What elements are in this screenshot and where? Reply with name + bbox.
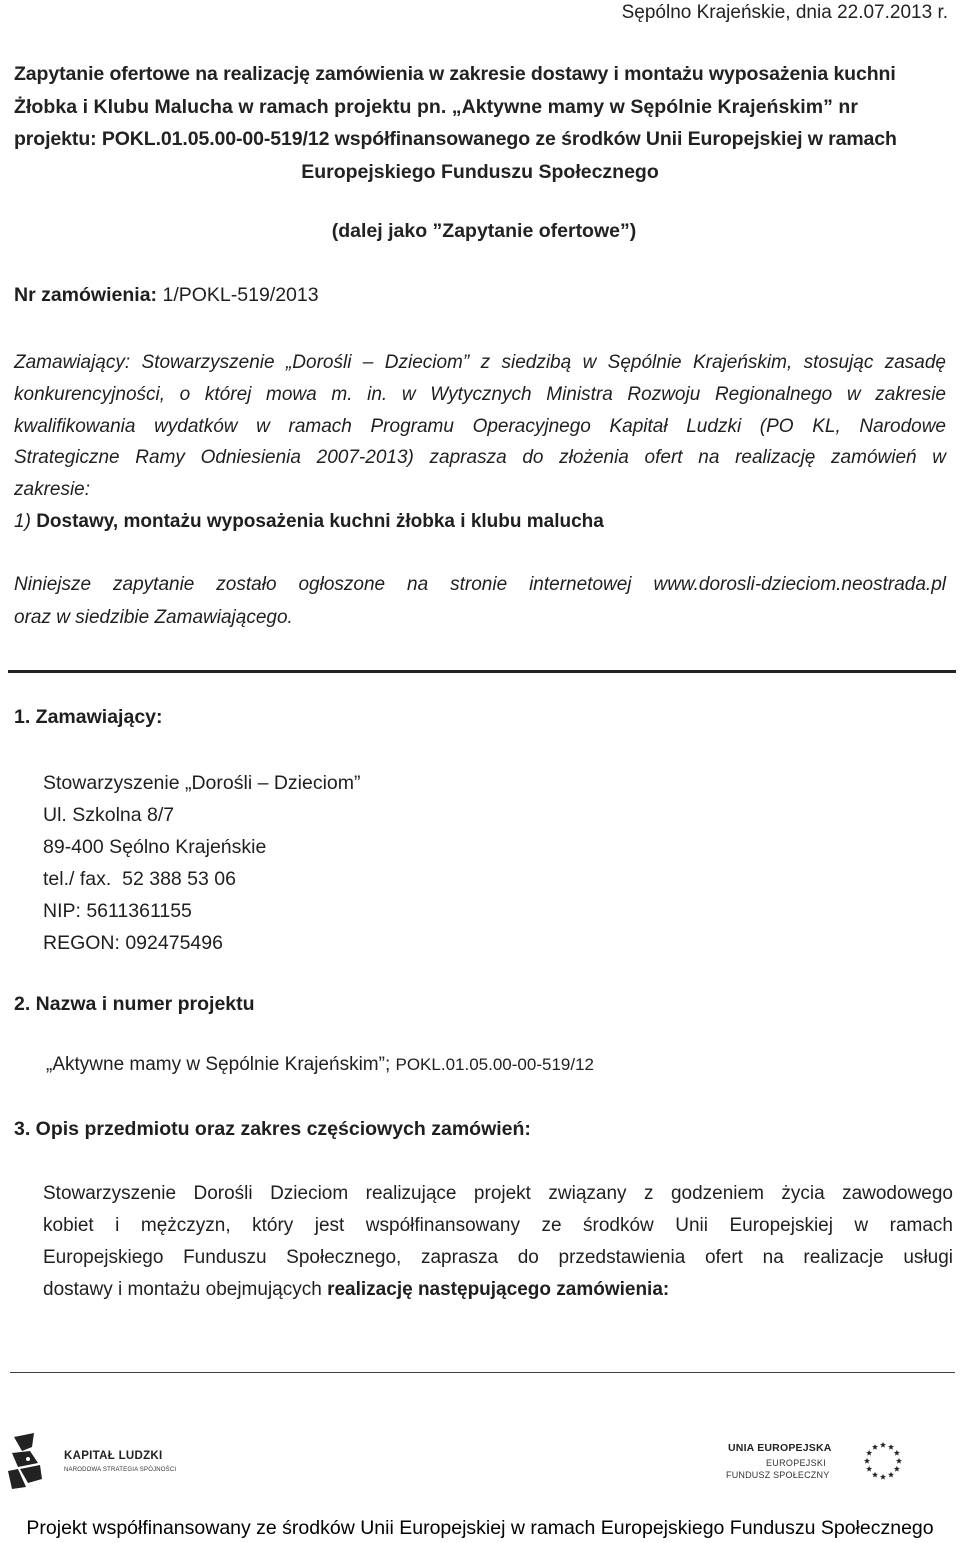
footer-divider: [10, 1372, 955, 1373]
intro-line-4: Strategiczne Ramy Odniesienia 2007-2013) zaprasza do złożenia ofert na realizację zamówień w: [14, 447, 946, 469]
intro-item-text: Dostawy, montażu wyposażenia kuchni żłobka i klubu malucha: [36, 510, 604, 532]
eu-star-icon: [896, 1458, 902, 1464]
notice-line-1: Niniejsze zapytanie zostało ogłoszone na stronie internetowej www.dorosli-dzieciom.neostrada.pl: [14, 574, 946, 595]
intro-line-5: zakresie:: [14, 479, 91, 501]
kapital-ludzki-logo: [8, 1433, 178, 1489]
eu-star-icon: [864, 1458, 870, 1464]
desc-line-2: kobiet i mężczyzn, który jest współfinansowany ze środków Unii Europejskiej w ramach: [43, 1215, 953, 1236]
eu-efs-logo: [726, 1438, 916, 1488]
title-line-2: Żłobka i Klubu Malucha w ramach projektu pn. „Aktywne mamy w Sępólnie Krajeńskim” nr: [14, 95, 858, 118]
desc-line-1: Stowarzyszenie Dorośli Dzieciom realizujące projekt związany z godzeniem życia zawodowego: [43, 1183, 953, 1204]
order-number: [14, 284, 319, 307]
desc-line-4: dostawy i montażu obejmujących realizację następującego zamówienia:: [43, 1279, 670, 1300]
eu-logo-line-2: EUROPEJSKI: [766, 1458, 827, 1468]
eu-logo-line-3: FUNDUSZ SPOŁECZNY: [726, 1470, 830, 1480]
title-alias: (dalej jako ”Zapytanie ofertowe”): [331, 220, 637, 242]
section-3-heading: 3. Opis przedmiotu oraz zakres częściowych zamówień:: [14, 1118, 531, 1140]
eu-star-icon: [866, 1466, 872, 1472]
eu-star-icon: [872, 1444, 878, 1450]
address-line: REGON: 092475496: [43, 932, 223, 954]
section-1-heading: 1. Zamawiający:: [14, 706, 163, 728]
document-date: Sępólno Krajeńskie, dnia 22.07.2013 r.: [621, 2, 948, 23]
project-name-line: [46, 1054, 594, 1076]
document-title: [14, 58, 946, 188]
eu-flag-stars-icon: [860, 1438, 906, 1484]
kapital-ludzki-subtitle: NARODOWA STRATEGIA SPÓJNOŚCI: [64, 1467, 177, 1473]
intro-line-2: konkurencyjności, o której mowa m. in. w Wytycznych Ministra Rozwoju Regionalnego w zakresie: [14, 383, 946, 405]
kapital-ludzki-title: KAPITAŁ LUDZKI: [64, 1450, 163, 1462]
eu-star-icon: [888, 1472, 894, 1478]
eu-star-icon: [866, 1450, 872, 1456]
footer-text: Projekt współfinansowany ze środków Unii Europejskiej w ramach Europejskiego Funduszu Społecznego: [26, 1517, 934, 1539]
address-line: NIP: 5611361155: [43, 900, 192, 922]
order-number-value: 1/POKL-519/2013: [162, 284, 319, 306]
project-name: „Aktywne mamy w Sępólnie Krajeńskim”;: [46, 1054, 391, 1075]
eu-star-icon: [888, 1444, 894, 1450]
title-line-3: projektu: POKL.01.05.00-00-519/12 współfinansowanego ze środków Unii Europejskiej w ramach: [14, 128, 897, 150]
order-number-label: Nr zamówienia:: [14, 284, 158, 306]
desc-line-3: Europejskiego Funduszu Społecznego, zaprasza do przedstawienia ofert na realizacje usługi: [43, 1247, 953, 1268]
address-line: 89-400 Sęólno Krajeńskie: [43, 836, 267, 858]
section-3-description: [43, 1178, 953, 1306]
publication-notice: [14, 569, 946, 634]
title-line-4: Europejskiego Funduszu Społecznego: [301, 160, 659, 183]
eu-star-icon: [880, 1442, 886, 1448]
address-line: tel./ fax. 52 388 53 06: [43, 868, 236, 890]
contractor-address: [43, 767, 361, 959]
kapital-ludzki-emblem-icon: [8, 1433, 46, 1489]
title-line-1: Zapytanie ofertowe na realizację zamówienia w zakresie dostawy i montażu wyposażenia kuchni: [14, 63, 896, 85]
desc-line-4-bold: realizację następującego zamówienia:: [327, 1279, 670, 1300]
section-divider: [8, 670, 956, 673]
eu-star-icon: [894, 1466, 900, 1472]
intro-line-1: Zamawiający: Stowarzyszenie „Dorośli – Dzieciom” z siedzibą w Sępólnie Krajeńskim, stosując zasadę: [14, 352, 946, 373]
intro-item: [14, 506, 946, 538]
eu-star-icon: [894, 1450, 900, 1456]
intro-paragraph: [14, 347, 946, 538]
eu-star-icon: [872, 1472, 878, 1478]
project-code: POKL.01.05.00-00-519/12: [395, 1055, 594, 1074]
section-2-heading: 2. Nazwa i numer projektu: [14, 993, 255, 1015]
eu-logo-line-1: UNIA EUROPEJSKA: [728, 1442, 832, 1454]
eu-star-icon: [880, 1474, 886, 1480]
address-line: Ul. Szkolna 8/7: [43, 804, 175, 826]
address-line: Stowarzyszenie „Dorośli – Dzieciom”: [43, 772, 361, 794]
intro-line-3: kwalifikowania wydatków w ramach Programu Operacyjnego Kapitał Ludzki (PO KL, Narodowe: [14, 415, 946, 437]
intro-item-number: 1): [14, 510, 31, 532]
notice-line-2: oraz w siedzibie Zamawiającego.: [14, 606, 293, 628]
